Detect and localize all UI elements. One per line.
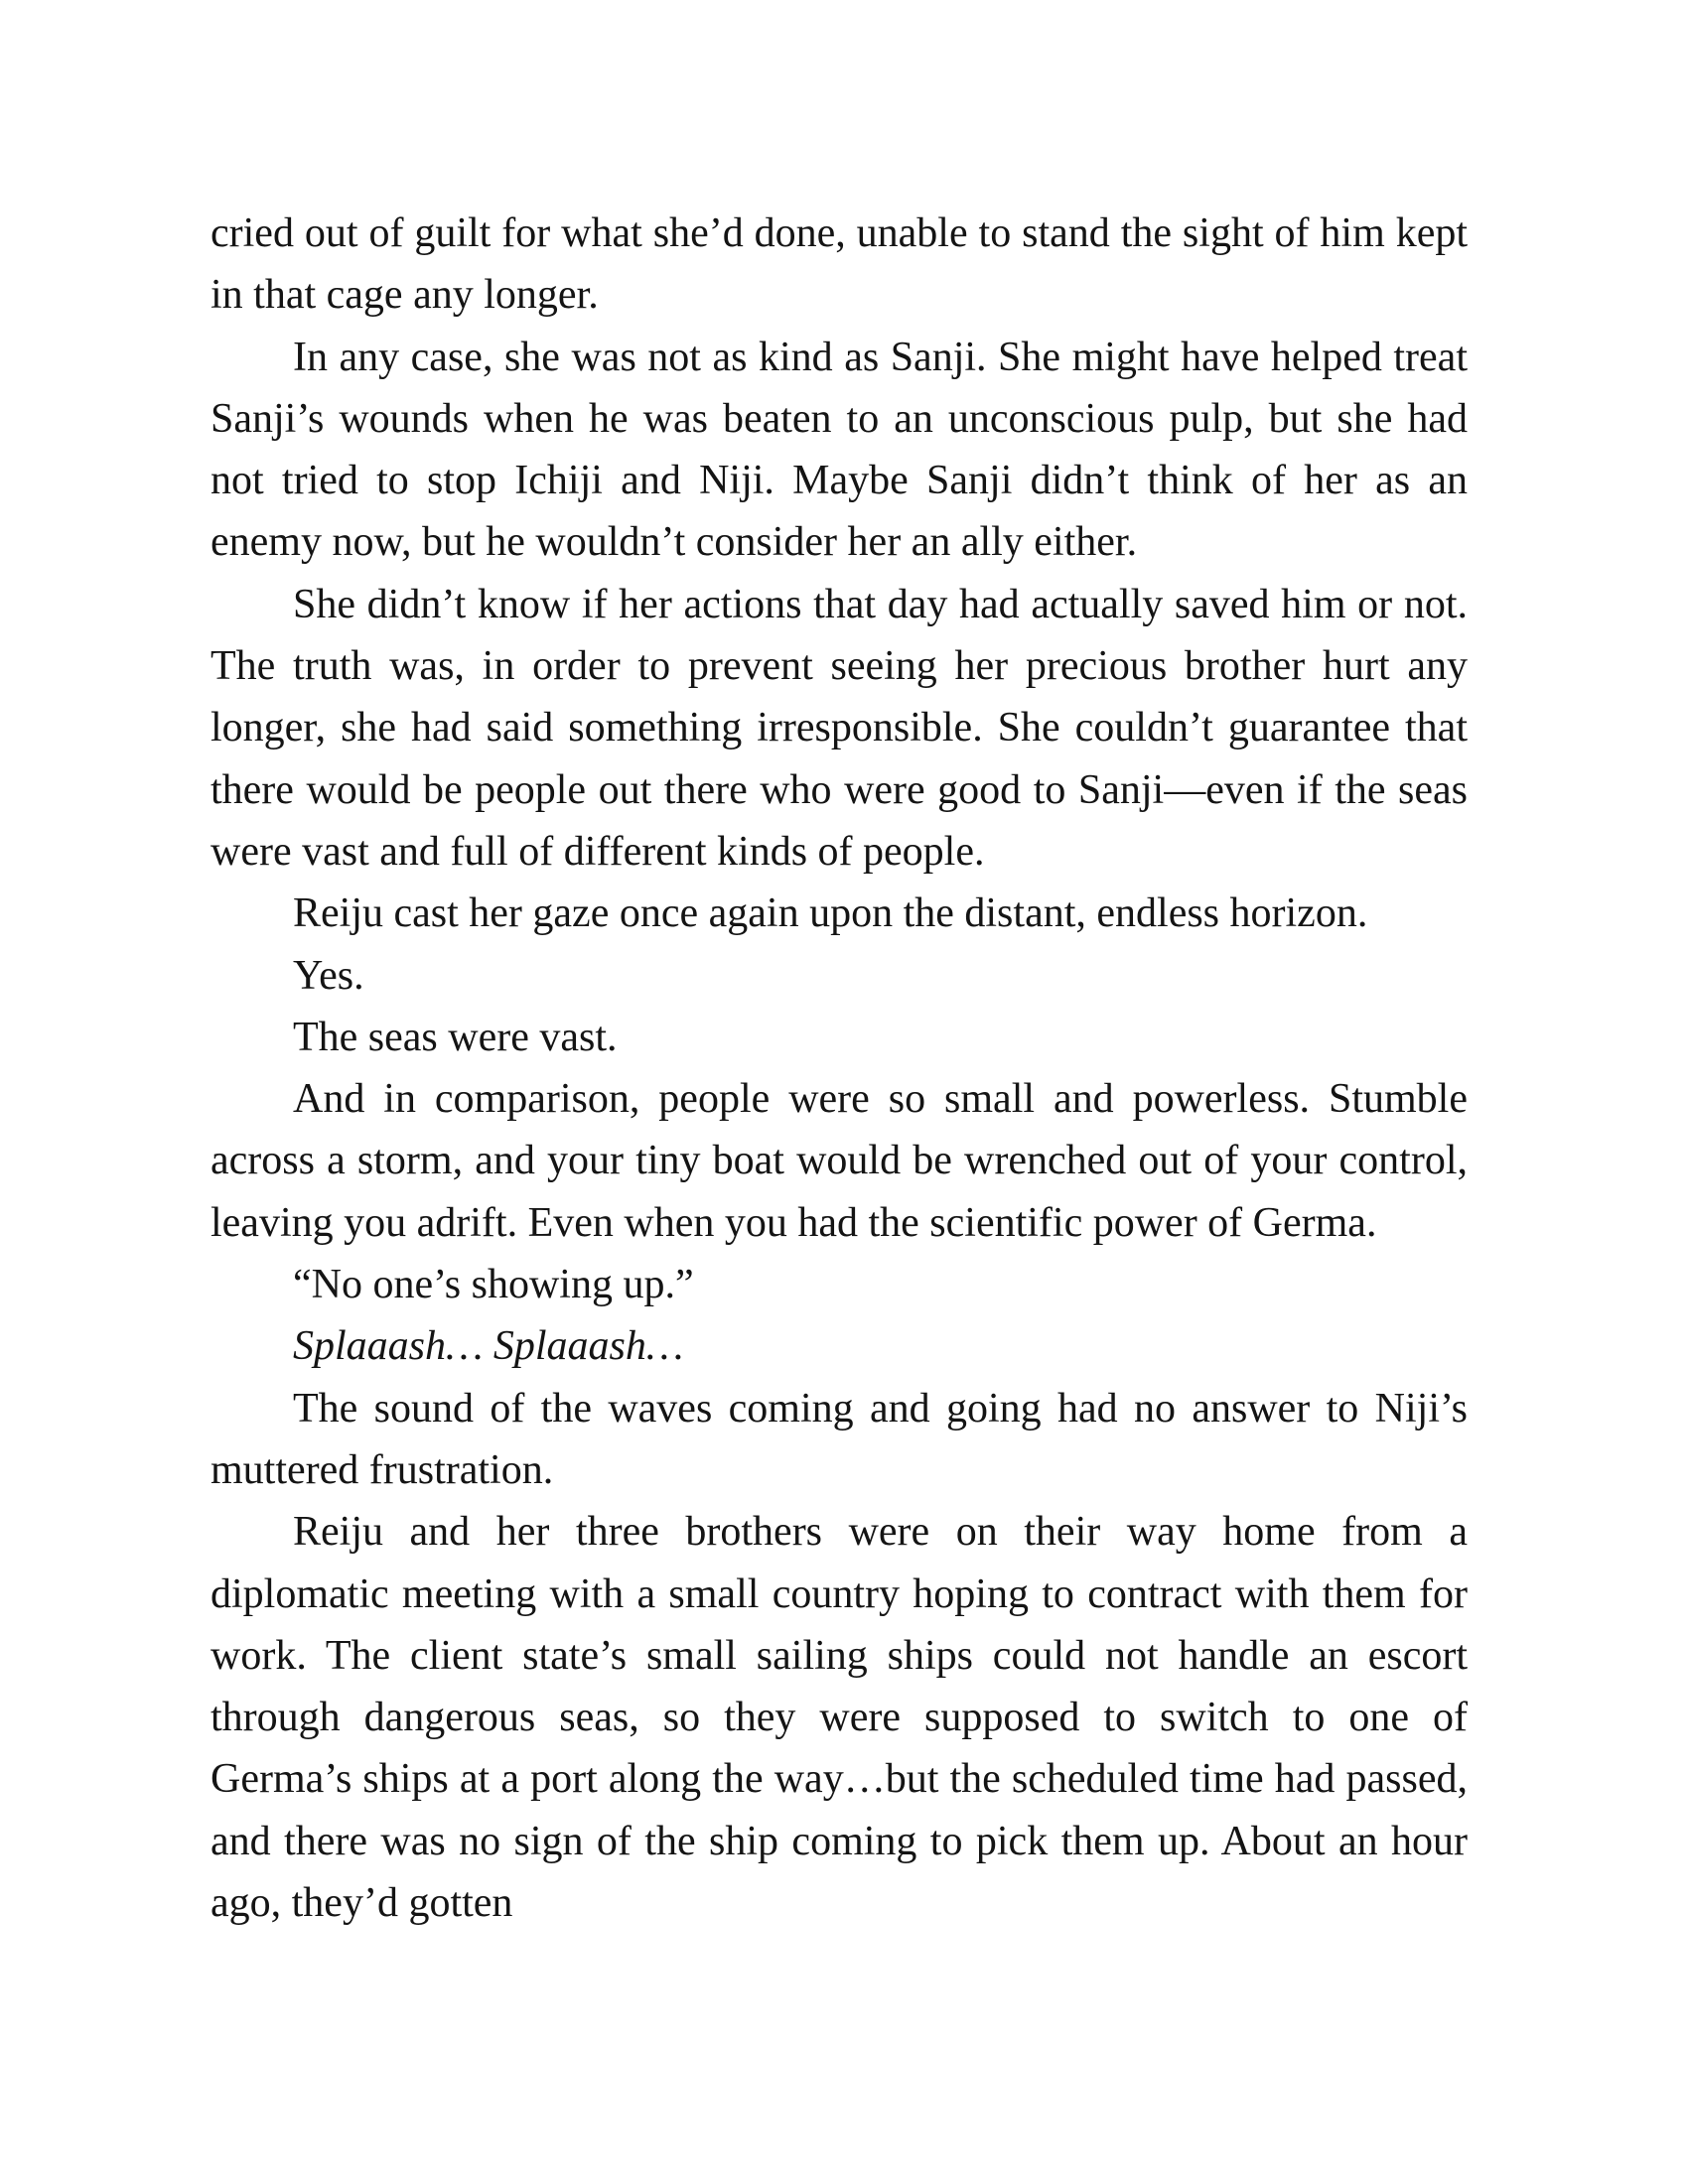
sound-effect-line: Splaaash… Splaaash… [293,1323,684,1370]
paragraph: She didn’t know if her actions that day had actually saved him or not. The truth was, in order to prevent seeing her precious brother hurt any longer, she had said something irresponsible. She couldn’t guarantee that there would be people out there who were good to Sanji—even if the seas were vast and full of different kinds of people. [211,581,1468,875]
paragraph: Reiju cast her gaze once again upon the distant, endless horizon. [293,890,1368,937]
paragraph: cried out of guilt for what she’d done, unable to stand the sight of him kept in that cage any longer. [211,210,1468,319]
body-text [211,203,1468,1934]
paragraph: The sound of the waves coming and going had no answer to Niji’s muttered frustration. [211,1385,1468,1493]
paragraph: In any case, she was not as kind as Sanji. She might have helped treat Sanji’s wounds when he was beaten to an unconscious pulp, but she had not tried to stop Ichiji and Niji. Maybe Sanji didn’t think of her as an enemy now, but he wouldn’t consider her an ally either. [211,334,1468,566]
paragraph: Reiju and her three brothers were on their way home from a diplomatic meeting with a small country hoping to contract with them for work. The client state’s small sailing ships could not handle an escort through dangerous seas, so they were supposed to switch to one of Germa’s ships at a port along the way…but the scheduled time had passed, and there was no sign of the ship coming to pick them up. About an hour ago, they’d gotten [211,1509,1468,1927]
dialogue-line: “No one’s showing up.” [293,1262,694,1308]
paragraph: The seas were vast. [293,1014,618,1060]
paragraph: Yes. [293,952,364,999]
paragraph: And in comparison, people were so small and powerless. Stumble across a storm, and your tiny boat would be wrenched out of your control, leaving you adrift. Even when you had the scientific power of Germa. [211,1076,1468,1246]
